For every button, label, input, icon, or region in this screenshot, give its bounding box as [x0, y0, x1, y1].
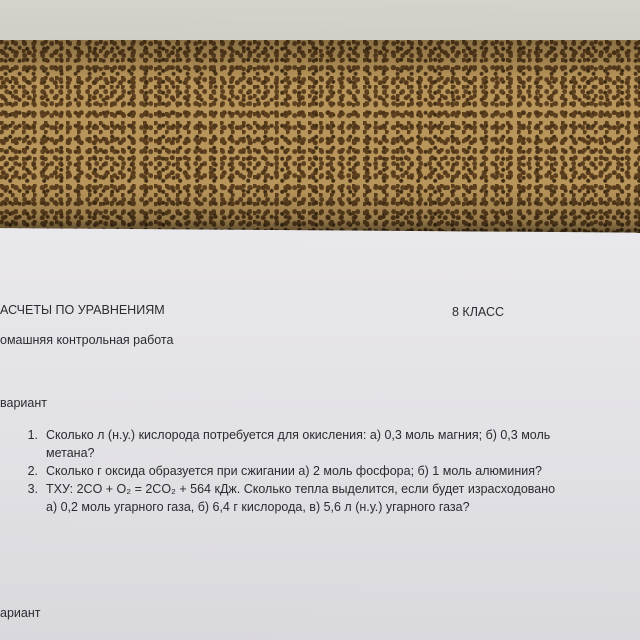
question-number: 3.: [27, 482, 38, 496]
grade-label: 8 КЛАСС: [452, 305, 505, 319]
question-list: [8, 426, 638, 516]
question-number: 1.: [27, 428, 38, 442]
question-text-continued: а) 0,2 моль угарного газа, б) 6,4 г кислорода, в) 5,6 л (н.у.) угарного газа?: [46, 500, 470, 514]
worksheet-title: АСЧЕТЫ ПО УРАВНЕНИЯМ: [0, 303, 165, 317]
cork-board: [0, 40, 640, 250]
worksheet-subtitle: омашняя контрольная работа: [0, 333, 174, 347]
question-1: [8, 426, 638, 462]
question-2: [8, 462, 638, 480]
question-text: ТХУ: 2CO + O₂ = 2CO₂ + 564 кДж. Сколько тепла выделится, если будет израсходовано: [46, 482, 556, 496]
question-number: 2.: [27, 464, 38, 478]
question-text-continued: метана?: [46, 446, 95, 460]
question-text: Сколько г оксида образуется при сжигании а) 2 моль фосфора; б) 1 моль алюминия?: [46, 464, 542, 478]
question-text: Сколько л (н.у.) кислорода потребуется для окисления: а) 0,3 моль магния; б) 0,3 моль: [46, 428, 551, 442]
variant-2-label: ариант: [0, 606, 41, 620]
question-3: [8, 480, 638, 516]
variant-1-label: вариант: [0, 396, 47, 410]
